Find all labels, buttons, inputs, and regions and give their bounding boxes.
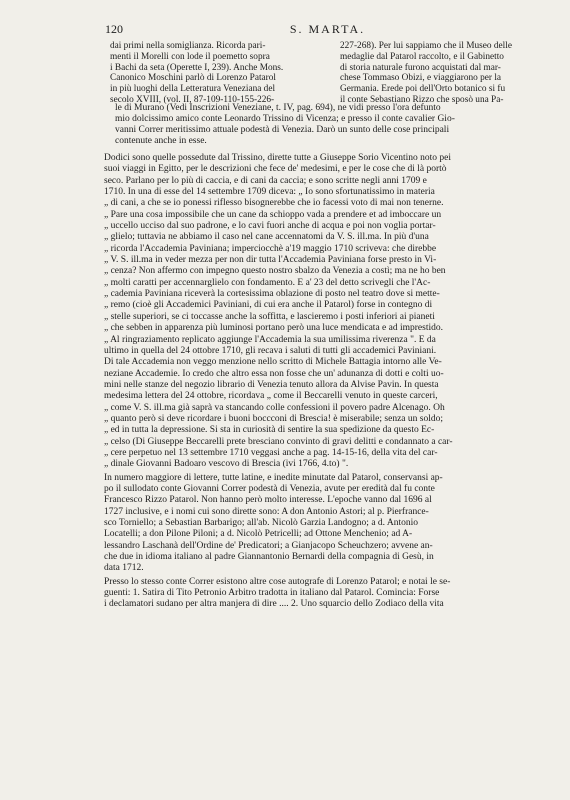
running-title: S. MARTA. (289, 22, 366, 36)
text-line: Dodici sono quelle possedute dal Trissino, dirette tutte a Giuseppe Sorio Vicentino noto pei (104, 153, 452, 163)
text-line: lessandro Laschanà dell'Ordine de' Predicatori; a Gianjacopo Scheuchzero; avvene an- (104, 540, 433, 551)
text-line: „ di cani, a che se io ponessi riflesso bisognerebbe che io facessi voto di mai non tenerne. (104, 198, 444, 209)
text-line: ultimo in quella del 24 ottobre 1710, gli recava i saluti di tutti gli accademici Paviniani. (104, 345, 437, 356)
page-header (105, 22, 550, 38)
text-line: i declamatori sudano per altra manjera di dire .... 2. Uno squarcio dello Zodiaco della vita (104, 599, 444, 610)
text-line: mini nelle stanze del negozio librario di Venezia tenuto allora da Alvise Pavin. In questa (104, 379, 439, 390)
text-line: „ molti caratti per accennarglielo con fondamento. E a' 23 del detto scrivegli che l'Ac- (104, 277, 431, 288)
text-line: „ ed in tutta la depressione. Si sta in curiosità di sentire la sua spedizione da questo Ec- (104, 425, 435, 436)
text-line: In numero maggiore di lettere, tutte latine, e inedite minutate dal Patarol, conservansi ap- (104, 472, 443, 483)
text-line: neziane Accademie. Io credo che altro essa non fosse che un' adunanza di dotti e colti uo- (104, 368, 444, 379)
note-text (107, 103, 557, 147)
text-line: „ cademia Paviniana riceverà la cortesissima oblazione di posto nel teatro dove si mette- (104, 289, 440, 300)
text-line: Di tale Accademia non veggo menzione nello scritto di Michele Battagia intorno alle Ve- (104, 357, 442, 368)
text-line: „ come V. S. ill.ma già saprà va stancando colle confessioni il povero padre Alcenago. Oh (104, 402, 445, 413)
text-line: vanni Correr meritissimo attuale podestà di Venezia. Darò un sunto delle cose principali (115, 125, 450, 136)
text-line: il conte Sebastiano Rizzo che sposò una Pa- (340, 94, 504, 105)
text-line: „ celso (Di Giuseppe Beccarelli prete bresciano convinto di gravi delitti e condannato a car- (104, 436, 453, 447)
continuation-paragraph (107, 103, 557, 147)
text-line: Canonico Moschini parlò di Lorenzo Patarol (110, 73, 277, 84)
text-line: i Bachi da seta (Operette I, 239). Anche Mons. (110, 62, 284, 73)
text-line: mio dolcissimo amico conte Leonardo Trissino di Vicenza; e presso il conte cavalier Gio- (115, 114, 455, 125)
text-line: „ uccello ucciso dal suo padrone, e lo cavi fuori anche di acqua e poi non voglia portar- (104, 221, 436, 232)
body-paragraph (104, 153, 562, 471)
text-line: che due in idioma italiano al padre Giannantonio Bernardi della compagnia di Gesù, in (104, 552, 434, 563)
text-line: 1710. In una di esse del 14 settembre 1709 diceva: „ Io sono sfortunatissimo in materia (104, 187, 435, 198)
text-line: data 1712. (104, 563, 144, 574)
text-line: „ glielo; tuttavia ne abbiamo il caso nel cane accennatomi da V. S. ill.ma. In più d'una (104, 232, 429, 243)
text-line: „ quanto però si deve ricordare i buoni boccconi di Brescia! è miserabile; senza un soldo; (104, 413, 443, 424)
text-line: 227-268). Per lui sappiamo che il Museo delle (340, 41, 512, 51)
main-text (104, 153, 562, 613)
text-line: guenti: 1. Satira di Tito Petronio Arbitro tradotta in italiano dal Patarol. Comincia: Forse (104, 588, 440, 599)
text-line: suoi viaggi in Egitto, per le descrizioni che fece de' medesimi, e per le cose che di là portò (104, 164, 447, 175)
text-line: „ stelle superiori, se ci toccasse anche la soffitta, e lascieremo i posti inferiori ai pianeti (104, 311, 435, 322)
text-line: „ dinale Giovanni Badoaro vescovo di Brescia (ivi 1766, 4.to) ". (104, 459, 349, 470)
body-paragraph (104, 473, 562, 575)
page-number: 120 (105, 22, 123, 36)
text-line: contenute anche in esse. (115, 136, 207, 147)
text-line: „ cenza? Non affermo con impegno questo nostro sbalzo da Venezia a costì; ma ne ho ben (104, 266, 446, 277)
text-line: „ Al ringraziamento replicato aggiunge l'Accademia la sua umilissima riverenza ". E da (104, 334, 436, 345)
text-line: „ cere perpetuo nel 13 settembre 1710 veggasi anche a pag. 14-15-16, della vita del car- (104, 447, 438, 458)
text-line: di storia naturale furono acquistati dal mar- (340, 62, 501, 73)
text-line: „ remo (cioè gli Accademici Paviniani, di cui era anche il Patarol) forse in contegno di (104, 300, 433, 311)
text-line: Germania. Erede poi dell'Orto botanico si fu (340, 84, 506, 95)
text-line: „ Pare una cosa impossibile che un cane da schioppo vada a prendere et ad imboccare un (104, 209, 442, 220)
text-line: in più luoghi della Letteratura Veneziana del (110, 84, 276, 95)
text-line: 1727 inclusive, e i nomi cui sono dirette sono: A don Antonio Astori; al p. Pierfrance- (104, 506, 429, 517)
text-line: menti il Morelli con lode il poemetto sopra (110, 51, 270, 62)
text-line: chese Tommaso Obizi, e viaggiarono per la (340, 73, 502, 84)
two-column-section (110, 41, 560, 106)
right-column (340, 41, 560, 106)
text-line: Locatelli; a don Pilone Piloni; a d. Nicolò Petricelli; ad Ottone Menchenio; ad A- (104, 529, 413, 540)
body-paragraph (104, 577, 562, 611)
text-line: „ che sebben in apparenza più luminosi portano però una luce mendicata e ad imprestido. (104, 323, 443, 334)
text-line: „ V. S. ill.ma in veder mezza per non dir tutta l'Accademia Paviniana forse presto in Vi- (104, 255, 437, 266)
text-line: medesima lettera del 24 ottobre, ricordava „ come il Beccarelli venuto in queste carceri, (104, 391, 438, 402)
text-line: dai primi nella somiglianza. Ricorda pari- (110, 41, 266, 51)
text-line: „ ricorda l'Accademia Paviniana; imperciocchè a'19 maggio 1710 scriveva: che direbbe (104, 243, 437, 254)
text-line: Presso lo stesso conte Correr esistono altre cose autografe di Lorenzo Patarol; e notai le se- (104, 576, 451, 587)
text-line: seco. Parlano per lo più di caccia, e di cani da caccia; e sono scritte negli anni 1709 e (104, 175, 427, 186)
left-column (110, 41, 330, 106)
text-line: Francesco Rizzo Patarol. Non hanno però molto interesse. L'epoche vanno dal 1696 al (104, 495, 432, 506)
text-line: medaglie dal Patarol raccolto, e il Gabinetto (340, 51, 504, 62)
text-line: po il sullodato conte Giovanni Correr podestà di Venezia, avute per eredità dal fu conte (104, 483, 435, 494)
text-line: secolo XVIII, (vol. II, 87-109-110-155-226- (110, 94, 275, 105)
text-line: le di Murano (Vedi Inscrizioni Veneziane, t. IV, pag. 694), ne vidi presso l'ora defunto (115, 103, 441, 113)
text-line: sco Torniello; a Sebastian Barbarigo; all'ab. Nicolò Garzia Landogno; a d. Antonio (104, 518, 419, 528)
